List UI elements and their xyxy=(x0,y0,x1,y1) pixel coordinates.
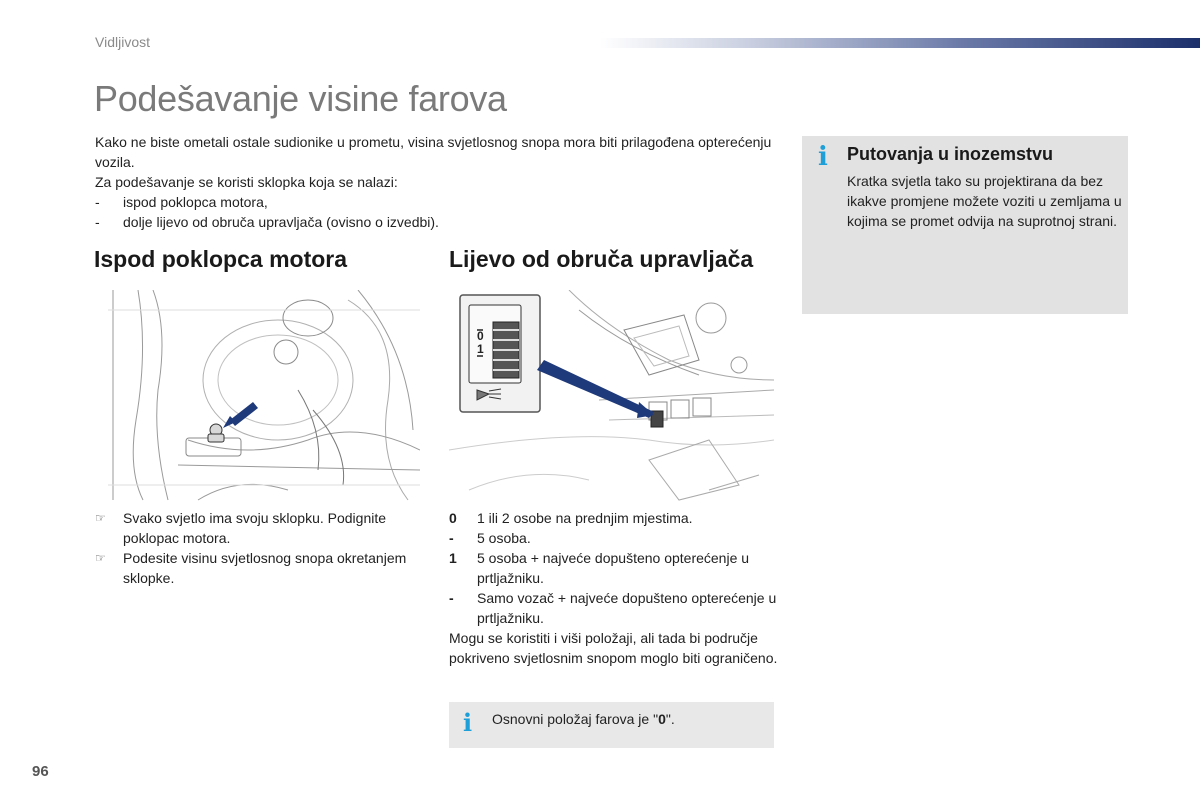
step-item: ☞ Podesite visinu svjetlosnog snopa okretanjem sklopke. xyxy=(95,550,407,586)
position-key: - xyxy=(449,590,454,606)
travel-abroad-box xyxy=(802,136,1128,314)
dashboard-switch-illustration xyxy=(449,290,774,502)
engine-bay-illustration xyxy=(108,290,420,502)
location-list xyxy=(95,192,775,232)
dial-label-one: 1 xyxy=(477,342,484,356)
dashboard-pointer-arrow xyxy=(537,360,654,418)
position-row: - 5 osoba. xyxy=(449,530,531,546)
higher-positions-note: Mogu se koristiti i viši položaji, ali tada bi područje pokriveno svjetlosnim snopom moglo biti ograničeno. xyxy=(449,630,778,666)
engine-steps xyxy=(95,508,425,588)
intro-text xyxy=(95,132,775,232)
position-key: 1 xyxy=(449,550,457,566)
step-item: ☞ Svako svjetlo ima svoju sklopku. Podignite poklopac motora. xyxy=(95,510,387,546)
info-icon: i xyxy=(463,708,473,737)
header-gradient-bar xyxy=(600,38,1200,48)
hand-pointer-icon: ☞ xyxy=(95,511,106,525)
hand-pointer-icon: ☞ xyxy=(95,551,106,565)
intro-paragraph: Kako ne biste ometali ostale sudionike u prometu, visina svjetlosnog snopa mora biti prilagođena opterećenju vozila. xyxy=(95,134,772,170)
list-item: - dolje lijevo od obruča upravljača (ovisno o izvedbi). xyxy=(95,212,775,232)
intro-lead: Za podešavanje se koristi sklopka koja se nalazi: xyxy=(95,174,398,190)
travel-abroad-text: Kratka svjetla tako su projektirana da bez ikakve promjene možete voziti u zemljama u kojima se promet odvija na suprotnoj strani. xyxy=(847,173,1122,229)
travel-abroad-title: Putovanja u inozemstvu xyxy=(847,144,1054,164)
position-row: 1 5 osoba + najveće dopušteno opterećenje u prtljažniku. xyxy=(449,550,750,586)
position-row: - Samo vozač + najveće dopušteno opterećenje u prtljažniku. xyxy=(449,590,777,626)
dial-inset xyxy=(460,295,540,412)
page-number: 96 xyxy=(32,763,49,780)
page-title: Podešavanje visine farova xyxy=(94,78,507,119)
base-position-note: i Osnovni položaj farova je "0". xyxy=(449,702,774,748)
heading-under-bonnet: Ispod poklopca motora xyxy=(94,246,348,272)
position-row: 0 1 ili 2 osobe na prednjim mjestima. xyxy=(449,510,693,526)
base-position-value: 0 xyxy=(658,711,666,727)
info-icon: i xyxy=(818,142,828,172)
dial-label-zero: 0 xyxy=(477,329,484,343)
section-label: Vidljivost xyxy=(95,34,150,50)
position-key: 0 xyxy=(449,510,457,526)
adjuster-knob xyxy=(208,424,224,442)
list-item: - ispod poklopca motora, xyxy=(95,192,775,212)
position-key: - xyxy=(449,530,454,546)
position-list xyxy=(449,508,779,668)
heading-left-of-wheel: Lijevo od obruča upravljača xyxy=(449,246,754,272)
